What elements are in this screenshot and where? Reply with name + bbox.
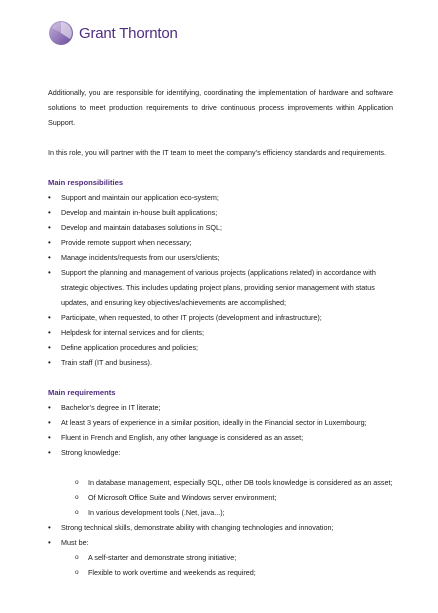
sub-list-item: o Flexible to work overtime and weekends as required; [48, 565, 393, 580]
document-body [48, 85, 393, 580]
knowledge-sublist [48, 475, 393, 520]
list-item: • Support the planning and management of various projects (applications related) in accordance with strategic objectives. This includes updating project plans, providing senior management with status updates, and ensuring key objectives/achievements are accomplished; [48, 265, 393, 310]
list-item: • Helpdesk for internal services and for clients; [48, 325, 393, 340]
list-item: • Participate, when requested, to other IT projects (development and infrastructure); [48, 310, 393, 325]
list-item: • Develop and maintain databases solutions in SQL; [48, 220, 393, 235]
list-item: • Support and maintain our application eco-system; [48, 190, 393, 205]
sub-list-item: o Of Microsoft Office Suite and Windows server environment; [48, 490, 393, 505]
list-item: • Provide remote support when necessary; [48, 235, 393, 250]
list-item: • Manage incidents/requests from our users/clients; [48, 250, 393, 265]
intro-paragraph: In this role, you will partner with the IT team to meet the company’s efficiency standards and requirements. [48, 148, 386, 157]
list-item: • Strong knowledge: [48, 445, 393, 460]
list-item: • Fluent in French and English, any other language is considered as an asset; [48, 430, 393, 445]
sub-list-item: o In various development tools (.Net, java...); [48, 505, 393, 520]
grant-thornton-logo-icon [48, 20, 74, 46]
list-item: • Develop and maintain in-house built applications; [48, 205, 393, 220]
company-logo [48, 18, 178, 48]
requirements-list-continued [48, 520, 393, 550]
sub-list-item: o A self-starter and demonstrate strong initiative; [48, 550, 393, 565]
list-item: • At least 3 years of experience in a similar position, ideally in the Financial sector in Luxembourg; [48, 415, 393, 430]
intro-paragraph: Additionally, you are responsible for identifying, coordinating the implementation of hardware and software solutions to meet production requirements to drive continuous process improvements within Application Support. [48, 88, 393, 127]
requirements-heading: Main requirements [48, 388, 116, 397]
responsibilities-heading: Main responsibilities [48, 178, 124, 187]
responsibilities-list [48, 190, 393, 370]
list-item: • Train staff (IT and business). [48, 355, 393, 370]
list-item: • Must be: [48, 535, 393, 550]
list-item: • Bachelor’s degree in IT literate; [48, 400, 393, 415]
sub-list-item: o In database management, especially SQL, other DB tools knowledge is considered as an asset; [48, 475, 393, 490]
must-be-sublist [48, 550, 393, 580]
requirements-list [48, 400, 393, 460]
list-item: • Define application procedures and policies; [48, 340, 393, 355]
list-item: • Strong technical skills, demonstrate ability with changing technologies and innovation; [48, 520, 393, 535]
logo-text: Grant Thornton [79, 24, 178, 42]
